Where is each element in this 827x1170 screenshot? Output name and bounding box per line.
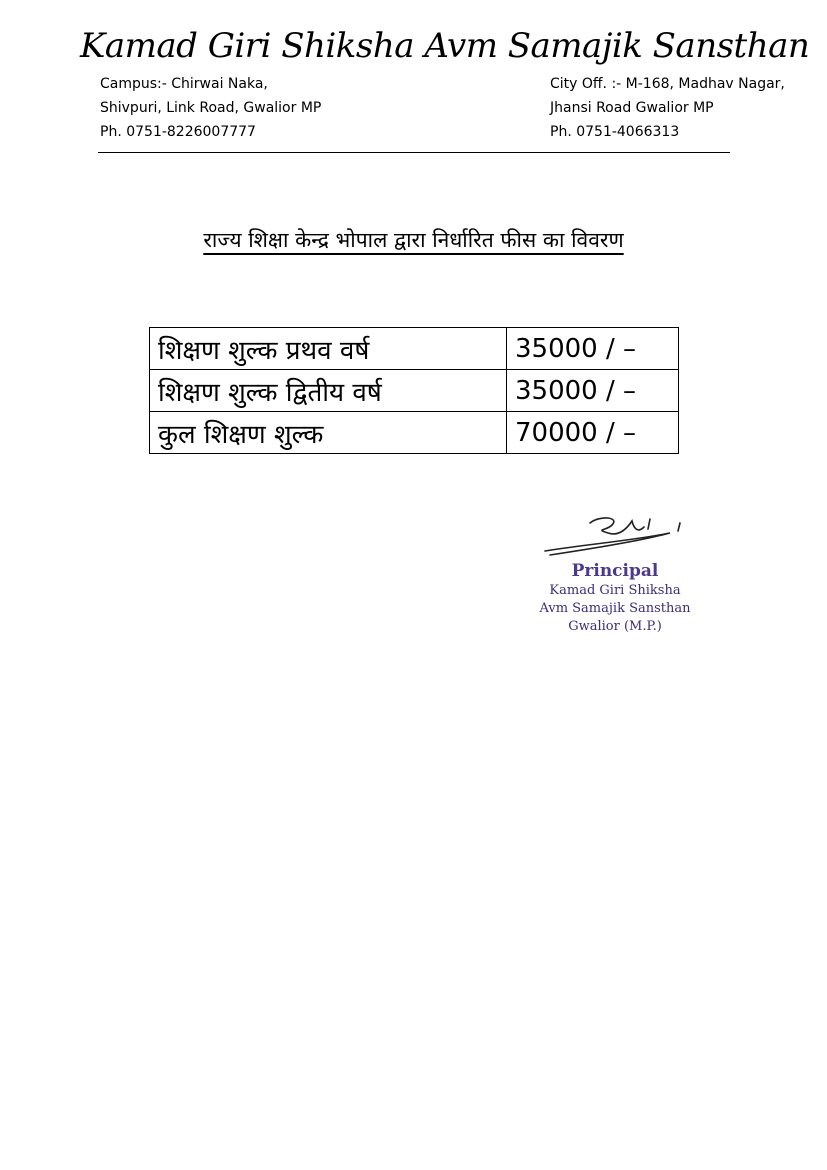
fee-amount: 35000 / – — [507, 328, 679, 370]
campus-address-line: Campus:- Chirwai Naka, — [100, 76, 268, 92]
table-row — [150, 328, 679, 370]
signature-mark — [520, 505, 710, 565]
header-divider — [98, 152, 730, 153]
campus-address-line: Shivpuri, Link Road, Gwalior MP — [100, 100, 322, 116]
table-row — [150, 370, 679, 412]
principal-signature-stamp — [520, 505, 710, 640]
fee-amount: 35000 / – — [507, 370, 679, 412]
stamp-line: Gwalior (M.P.) — [568, 619, 662, 634]
document-heading — [0, 226, 827, 254]
document-heading-text: राज्य शिक्षा केन्द्र भोपाल द्वारा निर्धारित फीस का विवरण — [203, 228, 624, 252]
campus-phone: Ph. 0751-8226007777 — [100, 124, 256, 140]
fee-label: शिक्षण शुल्क द्वितीय वर्ष — [150, 370, 507, 412]
city-office-address-line: City Off. :- M-168, Madhav Nagar, — [550, 76, 785, 92]
city-office-address — [550, 72, 785, 144]
principal-stamp — [520, 560, 710, 636]
campus-address — [100, 72, 321, 144]
fee-table — [149, 327, 679, 454]
table-row — [150, 412, 679, 454]
stamp-line: Avm Samajik Sansthan — [539, 601, 691, 616]
stamp-line: Kamad Giri Shiksha — [549, 583, 681, 598]
fee-amount: 70000 / – — [507, 412, 679, 454]
city-office-phone: Ph. 0751-4066313 — [550, 124, 680, 140]
fee-label: शिक्षण शुल्क प्रथव वर्ष — [150, 328, 507, 370]
fee-label: कुल शिक्षण शुल्क — [150, 412, 507, 454]
city-office-address-line: Jhansi Road Gwalior MP — [550, 100, 714, 116]
org-name: Kamad Giri Shiksha Avm Samajik Sansthan — [80, 26, 810, 66]
stamp-title: Principal — [571, 561, 659, 581]
